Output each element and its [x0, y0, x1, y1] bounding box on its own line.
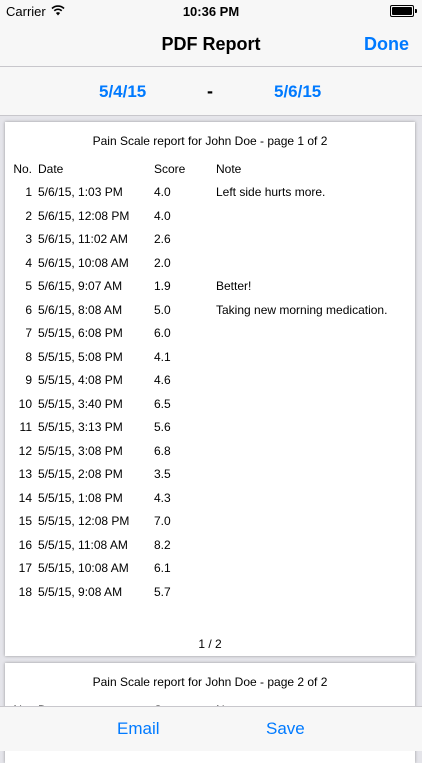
cell-no: 9	[25, 373, 32, 387]
cell-note: Left side hurts more.	[216, 185, 326, 199]
cell-score: 4.0	[154, 185, 171, 199]
cell-score: 4.1	[154, 349, 171, 364]
table-row	[5, 418, 415, 441]
cell-date: 5/6/15, 10:08 AM	[38, 255, 129, 270]
cell-date: 5/5/15, 1:08 PM	[38, 490, 123, 505]
cell-date: 5/5/15, 3:08 PM	[38, 443, 123, 458]
page-header: Pain Scale report for John Doe - page 1 of 2	[92, 134, 328, 148]
table-row	[5, 536, 415, 559]
table-header	[5, 160, 415, 183]
navigation-bar	[0, 22, 422, 67]
table-row	[5, 254, 415, 277]
table-row	[5, 395, 415, 418]
cell-score: 6.1	[154, 561, 171, 575]
cell-date: 5/5/15, 11:08 AM	[38, 537, 128, 552]
page-header: Pain Scale report for John Doe - page 2 of 2	[92, 675, 328, 689]
table-row	[5, 348, 415, 371]
cell-score: 8.2	[154, 537, 171, 552]
cell-date: 5/5/15, 10:08 AM	[38, 561, 129, 575]
cell-no: 13	[18, 467, 32, 481]
cell-date: 5/5/15, 12:08 PM	[38, 514, 130, 528]
cell-date: 5/5/15, 3:40 PM	[38, 396, 123, 411]
cell-score: 2.0	[154, 255, 171, 270]
cell-no: 3	[25, 232, 32, 246]
cell-date: 5/5/15, 5:08 PM	[38, 349, 123, 364]
page-number: 1 / 2	[198, 637, 222, 651]
cell-no: 16	[18, 537, 32, 552]
table-row	[5, 489, 415, 512]
table-row	[5, 324, 415, 347]
cell-date: 5/6/15, 9:07 AM	[38, 279, 123, 293]
done-button[interactable]: Done	[364, 34, 409, 54]
cell-no: 14	[18, 490, 32, 505]
table-row	[5, 512, 415, 535]
status-bar	[0, 0, 422, 22]
column-note: Note	[216, 162, 242, 176]
page-title: PDF Report	[161, 34, 261, 54]
cell-date: 5/6/15, 1:03 PM	[38, 185, 123, 199]
cell-note: Taking new morning medication.	[216, 302, 388, 317]
cell-score: 6.8	[154, 443, 171, 458]
cell-score: 6.5	[154, 396, 171, 411]
cell-no: 18	[18, 584, 32, 599]
cell-score: 5.0	[154, 302, 171, 317]
table-row	[5, 183, 415, 206]
cell-no: 1	[25, 185, 32, 199]
cell-date: 5/6/15, 11:02 AM	[38, 232, 128, 246]
carrier-label: Carrier	[6, 4, 46, 19]
email-button[interactable]: Email	[117, 719, 160, 738]
cell-date: 5/6/15, 12:08 PM	[38, 208, 130, 223]
report-page-1[interactable]	[5, 122, 415, 656]
cell-no: 10	[18, 396, 32, 411]
bottom-toolbar	[0, 706, 422, 751]
cell-score: 7.0	[154, 514, 171, 528]
table-row	[5, 583, 415, 606]
cell-score: 4.3	[154, 490, 171, 505]
end-date-button[interactable]: 5/6/15	[274, 82, 322, 101]
cell-score: 5.6	[154, 420, 171, 434]
cell-no: 17	[18, 561, 32, 575]
cell-date: 5/5/15, 2:08 PM	[38, 467, 123, 481]
cell-score: 1.9	[154, 279, 171, 293]
table-row	[5, 230, 415, 253]
cell-no: 8	[25, 349, 32, 364]
table-row	[5, 301, 415, 324]
cell-date: 5/5/15, 3:13 PM	[38, 420, 123, 434]
cell-date: 5/5/15, 9:08 AM	[38, 584, 123, 599]
column-date: Date	[38, 162, 64, 176]
cell-date: 5/5/15, 6:08 PM	[38, 326, 123, 340]
table-row	[5, 442, 415, 465]
table-row	[5, 277, 415, 300]
cell-score: 5.7	[154, 584, 171, 599]
save-button[interactable]: Save	[266, 719, 305, 738]
cell-no: 12	[18, 443, 32, 458]
cell-date: 5/5/15, 4:08 PM	[38, 373, 123, 387]
battery-icon	[390, 5, 414, 17]
column-score: Score	[154, 162, 186, 176]
cell-score: 3.5	[154, 467, 171, 481]
cell-score: 4.6	[154, 373, 171, 387]
cell-score: 6.0	[154, 326, 171, 340]
cell-no: 4	[25, 255, 32, 270]
table-row	[5, 371, 415, 394]
cell-score: 2.6	[154, 232, 171, 246]
cell-no: 7	[25, 326, 32, 340]
cell-note: Better!	[216, 279, 252, 293]
cell-score: 4.0	[154, 208, 171, 223]
table-row	[5, 559, 415, 582]
cell-date: 5/6/15, 8:08 AM	[38, 302, 123, 317]
cell-no: 5	[25, 279, 32, 293]
start-date-button[interactable]: 5/4/15	[99, 82, 147, 101]
date-range-bar	[0, 67, 422, 116]
column-no: No.	[13, 162, 32, 176]
date-separator: -	[207, 81, 213, 101]
table-row	[5, 465, 415, 488]
status-time: 10:36 PM	[182, 4, 240, 19]
cell-no: 15	[18, 514, 32, 528]
cell-no: 2	[25, 208, 32, 223]
table-row	[5, 207, 415, 230]
cell-no: 6	[25, 302, 32, 317]
cell-no: 11	[19, 420, 32, 434]
